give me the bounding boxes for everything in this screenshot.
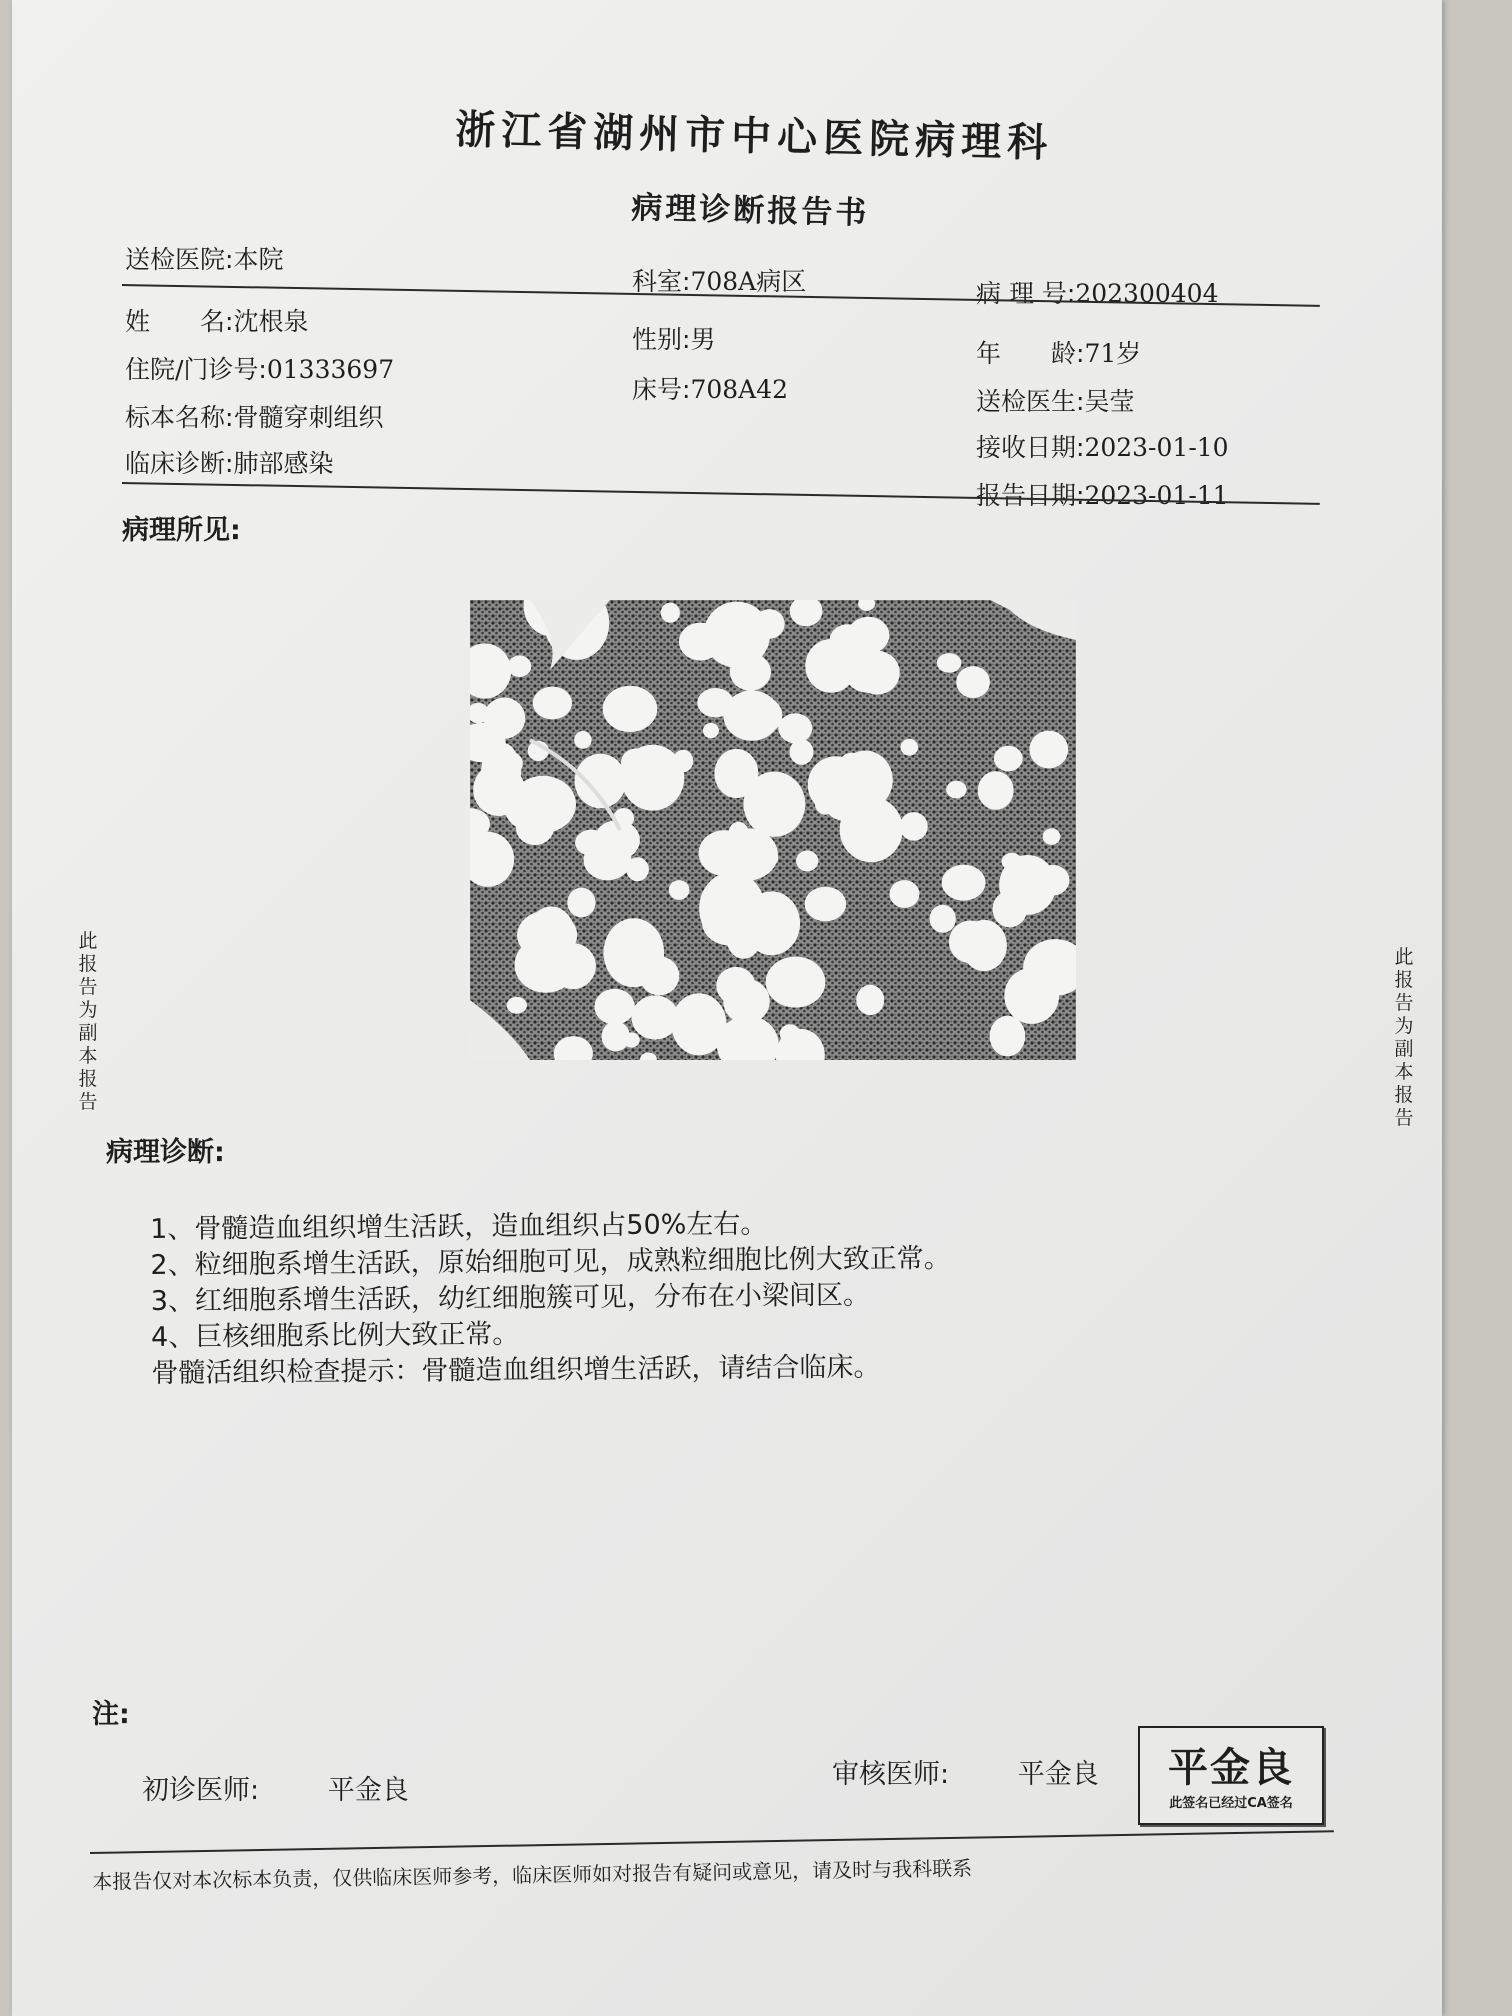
fat-vacuole	[602, 1021, 630, 1051]
diagnosis-conclusion: 骨髓活组织检查提示：骨髓造血组织增生活跃，请结合临床。	[151, 1351, 881, 1389]
fat-vacuole	[978, 771, 1014, 810]
fat-vacuole	[639, 956, 679, 995]
stamp-ca-note: 此签名已经过CA签名	[1169, 1796, 1293, 1811]
fat-vacuole	[993, 891, 1028, 928]
fat-vacuole	[574, 731, 592, 749]
fat-vacuole	[990, 1016, 1026, 1057]
findings-heading: 病理所见:	[122, 515, 241, 546]
specimen-name-field: 标本名称:骨髓穿刺组织	[125, 403, 384, 432]
fat-vacuole	[930, 905, 956, 933]
fat-vacuole	[805, 639, 856, 693]
fat-vacuole	[956, 666, 990, 698]
fat-vacuole	[671, 993, 726, 1055]
fat-vacuole	[1043, 828, 1061, 845]
bed-number-field: 床号:708A42	[632, 375, 789, 404]
fat-vacuole	[567, 888, 595, 918]
fat-vacuole	[890, 880, 920, 908]
fat-vacuole	[702, 899, 758, 945]
fat-vacuole	[723, 690, 780, 740]
fat-vacuole	[730, 653, 771, 690]
fat-vacuole	[946, 781, 966, 799]
fat-vacuole	[703, 723, 719, 738]
fat-vacuole	[900, 812, 928, 841]
note-label: 注:	[92, 1699, 130, 1730]
clinical-diagnosis-field: 临床诊断:肺部感染	[125, 449, 334, 478]
footer-disclaimer: 本报告仅对本次标本负责，仅供临床医师参考，临床医师如对报告有疑问或意见，请及时与我科联系	[92, 1856, 973, 1894]
diagnosis-line-3: 3、红细胞系增生活跃，幼红细胞簇可见，分布在小梁间区。	[150, 1279, 871, 1317]
ca-signature-stamp	[1138, 1726, 1324, 1825]
fat-vacuole	[533, 687, 572, 720]
fat-vacuole	[942, 865, 986, 901]
fat-vacuole	[679, 623, 722, 661]
hospital-title: 浙江省湖州市中心医院病理科	[454, 105, 1054, 167]
fat-vacuole	[484, 698, 526, 739]
sending-doctor-field: 送检医生:吴莹	[976, 387, 1135, 416]
sending-hospital-field: 送检医院:本院	[125, 245, 284, 274]
report-title: 病理诊断报告书	[631, 189, 870, 232]
fat-vacuole	[856, 985, 884, 1015]
report-date-field: 报告日期:2023-01-11	[976, 481, 1229, 510]
fat-vacuole	[744, 772, 806, 837]
diagnosis-text	[150, 1205, 952, 1392]
gender-field: 性别:男	[632, 325, 716, 354]
fat-vacuole	[661, 603, 680, 623]
fat-vacuole	[780, 1024, 801, 1043]
fat-vacuole	[632, 995, 679, 1039]
patient-name-field: 姓 名:沈根泉	[125, 307, 309, 336]
fat-vacuole	[550, 943, 596, 989]
diagnosis-heading: 病理诊断:	[106, 1137, 225, 1168]
fat-vacuole	[507, 997, 527, 1014]
fat-vacuole	[1036, 865, 1069, 896]
fat-vacuole	[961, 920, 1007, 971]
side-note-right: 此报告为副本报告	[1394, 946, 1414, 1129]
fat-vacuole	[778, 713, 812, 743]
review-doctor-field: 审核医师: 平金良	[832, 1759, 1099, 1790]
fat-vacuole	[805, 887, 847, 922]
fat-vacuole	[994, 746, 1023, 772]
pathology-number-field: 病 理 号:202300404	[976, 279, 1219, 308]
inpatient-number-field: 住院/门诊号:01333697	[125, 355, 395, 384]
fat-vacuole	[1029, 731, 1068, 769]
fat-vacuole	[621, 745, 684, 811]
age-field: 年 龄:71岁	[976, 339, 1142, 368]
fat-vacuole	[584, 840, 632, 880]
bone-marrow-micrograph-image	[470, 600, 1076, 1060]
fat-vacuole	[901, 739, 919, 756]
fat-vacuole	[508, 655, 532, 677]
diagnosis-line-1: 1、骨髓造血组织增生活跃，造血组织占50%左右。	[150, 1208, 768, 1245]
department-field: 科室:708A病区	[632, 267, 807, 296]
fat-vacuole	[824, 757, 884, 807]
diagnosis-line-2: 2、粒细胞系增生活跃，原始细胞可见，成熟粒细胞比例大致正常。	[150, 1243, 951, 1281]
fat-vacuole	[603, 686, 658, 732]
fat-vacuole	[730, 844, 747, 862]
stamp-signature-name: 平金良	[1168, 1745, 1294, 1791]
diagnosis-line-4: 4、巨核细胞系比例大致正常。	[150, 1318, 520, 1353]
initial-doctor-field: 初诊医师: 平金良	[142, 1775, 409, 1806]
fat-vacuole	[796, 850, 818, 871]
received-date-field: 接收日期:2023-01-10	[976, 433, 1229, 462]
fat-vacuole	[594, 989, 634, 1025]
fat-vacuole	[937, 653, 962, 673]
fat-vacuole	[669, 880, 690, 900]
side-note-left: 此报告为副本报告	[78, 930, 98, 1113]
fat-vacuole	[723, 981, 762, 1013]
fat-vacuole	[766, 957, 826, 1008]
fat-vacuole	[505, 786, 560, 832]
